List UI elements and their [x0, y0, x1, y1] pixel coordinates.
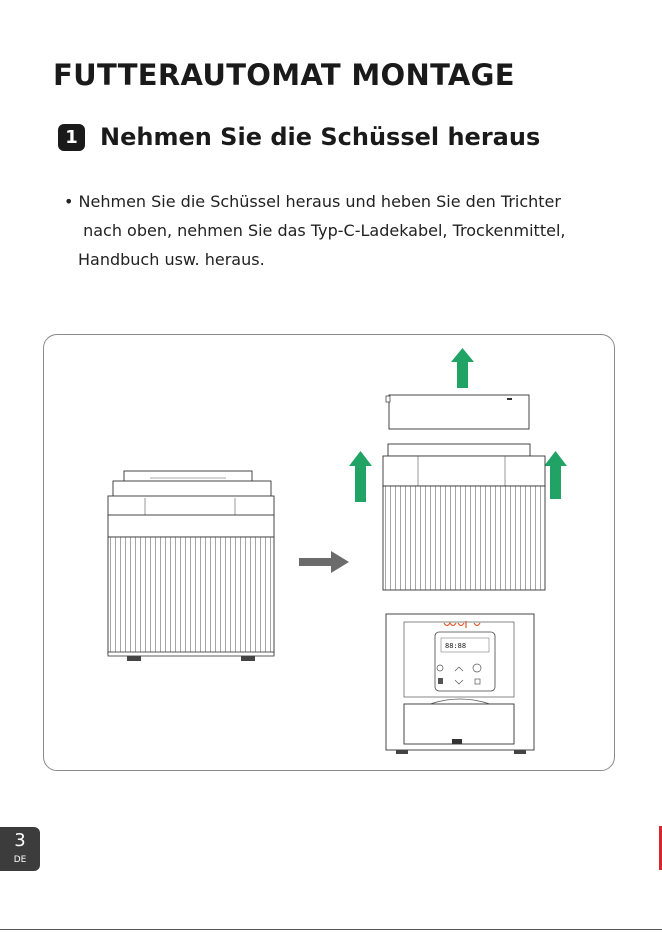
language-code: DE	[13, 855, 27, 865]
page-title: FUTTERAUTOMAT MONTAGE	[53, 58, 515, 92]
page-number-tab	[0, 827, 40, 871]
instruction-line-3: Handbuch usw. heraus.	[78, 250, 265, 269]
lifted-lid	[386, 395, 529, 429]
lift-arrow-right-icon	[544, 451, 567, 499]
assembled-feeder	[108, 471, 274, 661]
instruction-line-2: nach oben, nehmen Sie das Typ-C-Ladekabel, Trockenmittel,	[78, 221, 566, 240]
page-number: 3	[14, 830, 26, 851]
step-title: Nehmen Sie die Schüssel heraus	[100, 123, 541, 151]
bottom-divider	[0, 929, 662, 930]
process-arrow-icon	[299, 551, 349, 573]
hopper	[383, 444, 545, 590]
instruction-line-1: • Nehmen Sie die Schüssel heraus und heben Sie den Trichter	[64, 192, 561, 211]
lift-arrow-left-icon	[349, 451, 372, 502]
lift-arrow-up-icon	[451, 348, 474, 388]
svg-text:88:88: 88:88	[445, 642, 467, 650]
step-number-badge: 1	[58, 124, 85, 151]
feeder-base	[386, 614, 534, 754]
